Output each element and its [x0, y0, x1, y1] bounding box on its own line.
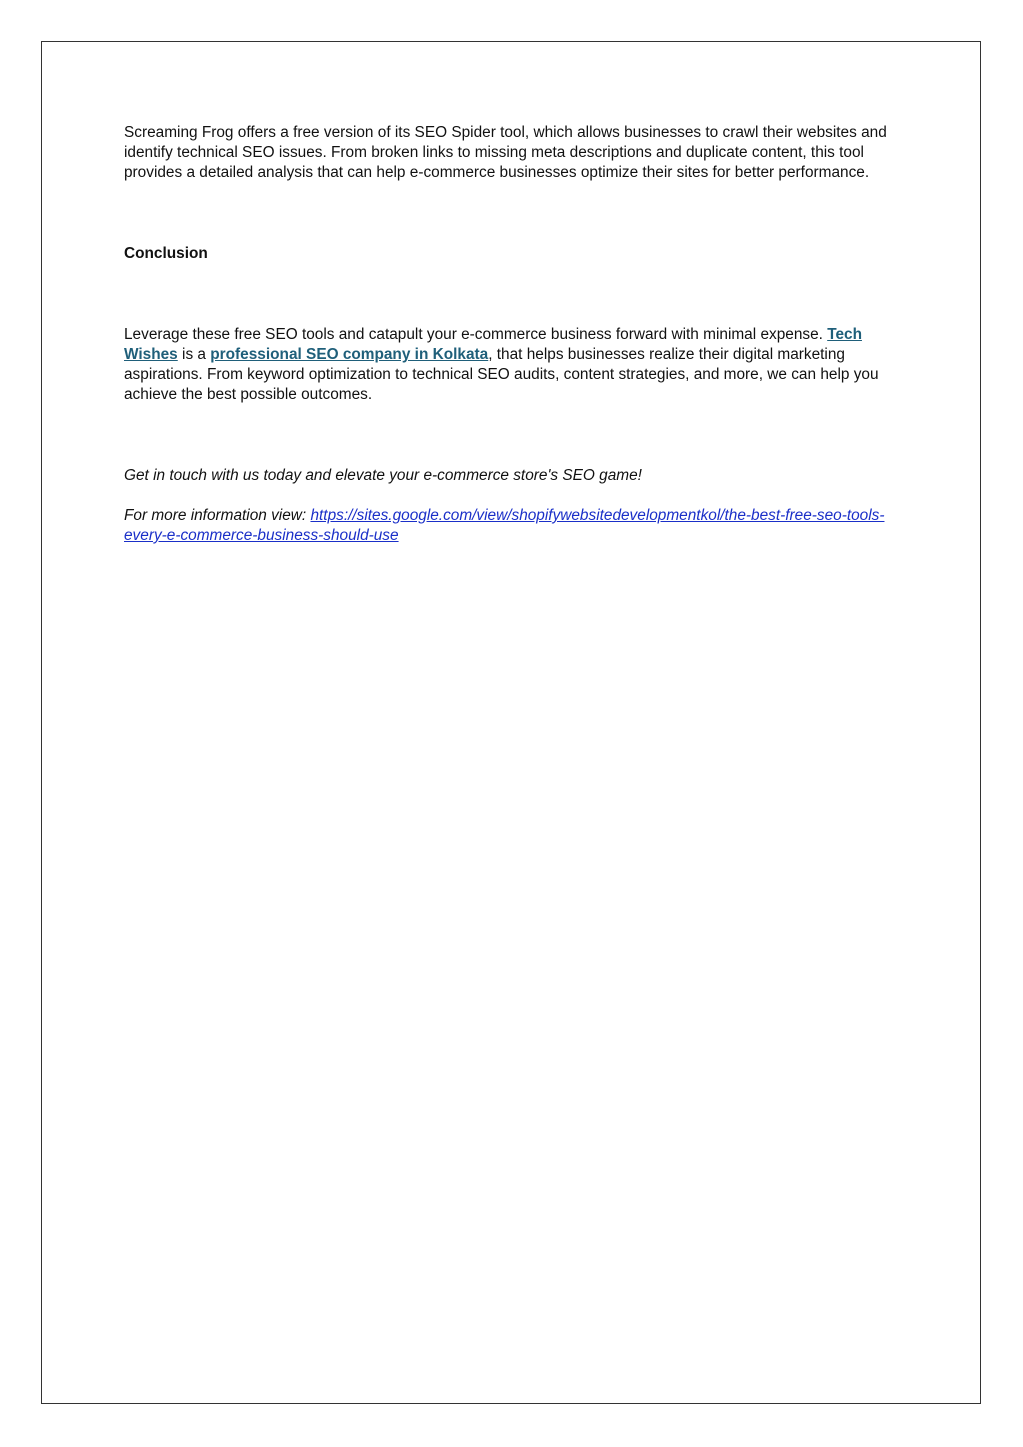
paragraph-conclusion-text-3: , that helps businesses realize their digital marketing aspirations. From keyword optimization to technical SEO audits, content strategies, and more, we can help you achieve the best possible outcomes.: [124, 346, 879, 403]
paragraph-conclusion: [124, 325, 914, 405]
tech-wishes-link[interactable]: Tech Wishes: [124, 326, 862, 363]
document-body: [124, 123, 914, 546]
conclusion-heading: Conclusion: [124, 245, 208, 262]
paragraph-conclusion-text-1: Leverage these free SEO tools and catapult your e-commerce business forward with minimal expense.: [124, 326, 828, 343]
paragraph-conclusion-text-2: is a: [177, 346, 211, 363]
seo-company-kolkata-link[interactable]: professional SEO company in Kolkata: [210, 346, 489, 363]
call-to-action-line: Get in touch with us today and elevate your e-commerce store's SEO game!: [124, 467, 642, 484]
more-information-label: For more information view:: [124, 507, 311, 524]
paragraph-screaming-frog: Screaming Frog offers a free version of its SEO Spider tool, which allows businesses to crawl their websites and identify technical SEO issues. From broken links to missing meta descriptions and duplicate content, this tool provides a detailed analysis that can help e-commerce businesses optimize their sites for better performance.: [124, 124, 887, 181]
more-information-line: [124, 506, 914, 546]
more-information-url-link[interactable]: https://sites.google.com/view/shopifywebsitedevelopmentkol/the-best-free-seo-tools-every-e-commerce-business-should-use: [124, 507, 885, 544]
